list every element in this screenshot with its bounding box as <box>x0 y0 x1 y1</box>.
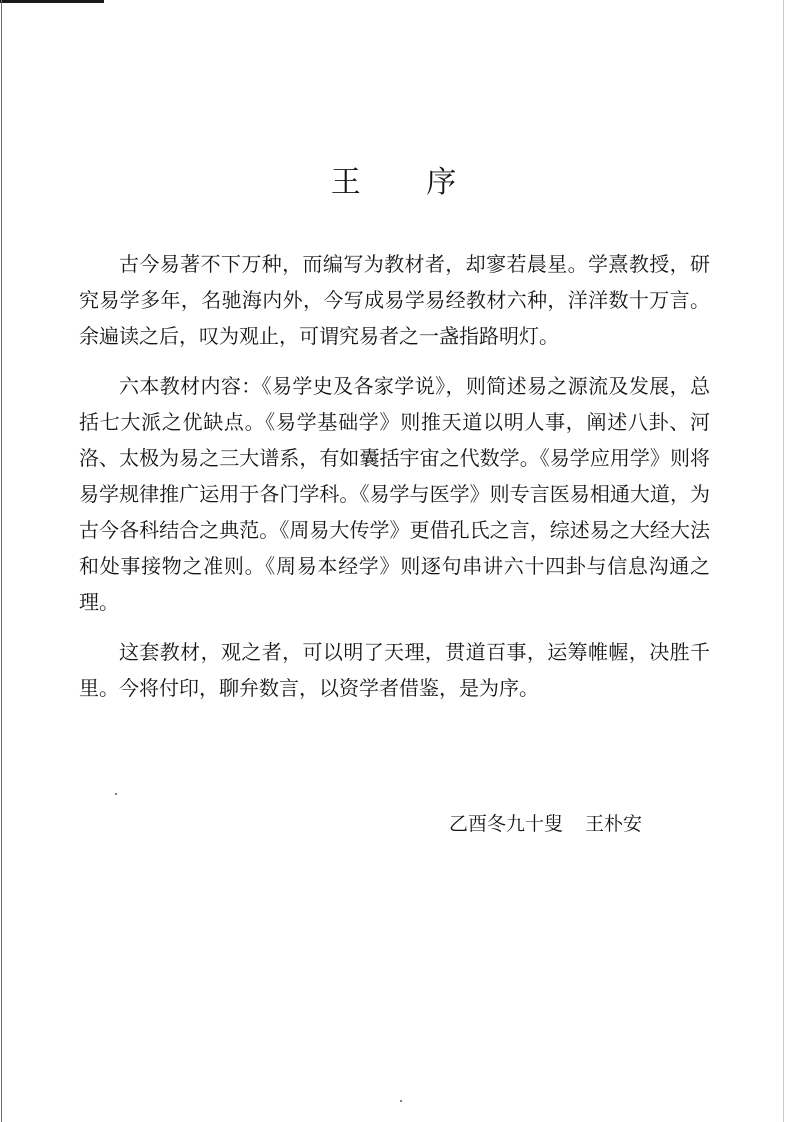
preface-paragraph-1: 古今易著不下万种，而编写为教材者，却寥若晨星。学熹教授，研究易学多年，名驰海内外，今写成易学易经教材六种，洋洋数十万言。余遍读之后，叹为观止，可谓究易者之一盏指路明灯。 <box>79 252 710 348</box>
signature <box>449 810 642 838</box>
preface-body <box>79 246 710 706</box>
page-title: 王 序 <box>330 165 485 200</box>
preface-paragraph-2: 六本教材内容：《易学史及各家学说》，则简述易之源流及发展，总括七大派之优缺点。《易学基础学》则推天道以明人事，阐述八卦、河洛、太极为易之三大谱系，有如囊括宇宙之代数学。《易学应用学》则将易学规律推广运用于各门学科。《易学与医学》则专言医易相通大道，为古今各科结合之典范。《周易大传学》更借孔氏之言，综述易之大经大法和处事接物之准则。《周易本经学》则逐句串讲六十四卦与信息沟通之理。 <box>79 374 710 614</box>
preface-paragraph-3: 这套教材，观之者，可以明了天理，贯道百事，运筹帷幄，决胜千里。今将付印，聊弁数言，以资学者借鉴，是为序。 <box>79 640 710 700</box>
signature-author: 王朴安 <box>585 813 643 835</box>
signature-date: 乙酉冬九十叟 <box>449 813 564 835</box>
scan-speck <box>400 1100 402 1102</box>
scan-speck <box>115 793 117 795</box>
scan-border-mark <box>0 0 104 3</box>
